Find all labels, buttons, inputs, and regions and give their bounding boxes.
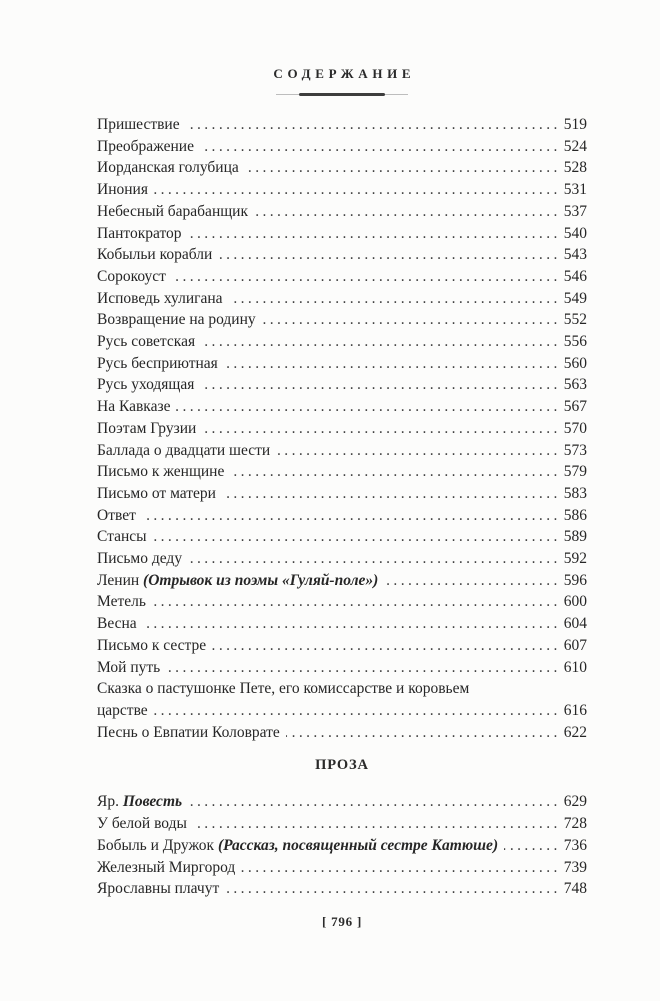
dot-leader — [504, 835, 561, 857]
dot-leader — [229, 288, 561, 310]
toc-entry-page-number: 589 — [563, 528, 587, 546]
toc-entry-title: Мой путь — [97, 658, 161, 676]
toc-entry-page-number: 567 — [563, 398, 587, 416]
toc-entry-title: Железный Миргород — [97, 858, 236, 876]
toc-entry-page-number: 546 — [563, 267, 587, 285]
toc-entry — [97, 813, 587, 835]
toc-entry-page-number: 583 — [563, 484, 587, 502]
toc-entry — [97, 157, 587, 179]
toc-entry-title: Русь бесприютная — [97, 354, 218, 372]
toc-entry-title: Небесный барабанщик — [97, 202, 248, 220]
toc-entry — [97, 179, 587, 201]
dot-leader — [222, 483, 561, 505]
dot-leader — [200, 136, 561, 158]
toc-entry-page-number: 748 — [563, 880, 587, 898]
toc-entry-page-number: 592 — [563, 550, 587, 568]
toc-entry-title: На Кавказе — [97, 398, 171, 416]
dot-leader — [154, 179, 561, 201]
dot-leader — [276, 440, 561, 462]
toc-entry-page-number: 616 — [563, 701, 587, 719]
toc-entry — [97, 136, 587, 158]
toc-entry-page-number: 570 — [563, 419, 587, 437]
toc-entry-page-number: 519 — [563, 116, 587, 133]
toc-entry-title: Возвращение на родину — [97, 311, 256, 329]
toc-entry — [97, 114, 587, 136]
toc-entry-title: Метель — [97, 593, 146, 611]
toc-entry-subtitle: (Рассказ, посвященный сестре Катюше) — [214, 836, 499, 854]
toc-entry — [97, 791, 587, 813]
toc-entry-subtitle: Повесть — [118, 793, 183, 811]
toc-entry-page-number: 563 — [563, 376, 587, 394]
toc-entry — [97, 440, 587, 462]
toc-entry-title: Бобыль и Дружок (Рассказ, посвященный сестре Катюше) — [97, 836, 499, 854]
toc-entry-title: Русь уходящая — [97, 376, 195, 394]
toc-entry — [97, 570, 587, 592]
toc-entry-page-number: 586 — [563, 506, 587, 524]
toc-entry — [97, 657, 587, 679]
toc-entry-title: Ответ — [97, 506, 136, 524]
toc-entry-title: Кобыльи корабли — [97, 246, 213, 264]
table-of-contents — [97, 114, 587, 900]
dot-leader — [286, 722, 561, 744]
toc-entry-title: Исповедь хулигана — [97, 289, 223, 307]
toc-entry-page-number: 560 — [563, 354, 587, 372]
toc-entry-title: Русь советская — [97, 333, 196, 351]
toc-entry — [97, 266, 587, 288]
toc-entry — [97, 483, 587, 505]
toc-entry — [97, 461, 587, 483]
toc-entry-title: царстве — [97, 701, 148, 719]
toc-entry — [97, 309, 587, 331]
header-divider-bar — [299, 93, 385, 96]
toc-entry — [97, 374, 587, 396]
toc-entry-page-number: 607 — [563, 636, 587, 654]
toc-entry-title: Сорокоуст — [97, 267, 166, 285]
toc-entry — [97, 353, 587, 375]
toc-entry-title: Письмо к сестре — [97, 636, 207, 654]
header-divider-ornament — [276, 92, 408, 97]
toc-entry-title: Песнь о Евпатии Коловрате — [97, 723, 280, 741]
dot-leader — [245, 157, 561, 179]
toc-entry-title: Преображение — [97, 137, 194, 155]
toc-entry — [97, 526, 587, 548]
dot-leader — [225, 878, 561, 900]
toc-entry-page-number: 549 — [563, 289, 587, 307]
dot-leader — [188, 548, 561, 570]
dot-leader — [230, 461, 560, 483]
toc-entry-title-wrapped: Сказка о пастушонке Пете, его комиссарстве и коровьем — [97, 680, 470, 698]
section-heading-prose: ПРОЗА — [315, 757, 369, 774]
toc-entry-subtitle: (Отрывок из поэмы «Гуляй-поле») — [139, 571, 379, 589]
toc-entry-page-number: 622 — [563, 723, 587, 741]
toc-entry — [97, 223, 587, 245]
dot-leader — [200, 374, 560, 396]
toc-entry-page-number: 736 — [563, 836, 587, 854]
dot-leader — [176, 396, 560, 418]
dot-leader — [201, 331, 561, 353]
toc-entry — [97, 613, 587, 635]
dot-leader — [154, 700, 561, 722]
toc-entry-title: Письмо от матери — [97, 484, 216, 502]
dot-leader — [254, 201, 561, 223]
toc-entry-page-number: 739 — [563, 858, 587, 876]
toc-entry-page-number: 524 — [563, 137, 587, 155]
toc-entry-title: Письмо деду — [97, 550, 183, 568]
dot-leader — [224, 353, 561, 375]
dot-leader — [172, 266, 561, 288]
toc-entry-page-number: 604 — [563, 615, 587, 633]
toc-entry — [97, 505, 587, 527]
dot-leader — [188, 223, 561, 245]
toc-entry-page-number: 528 — [563, 159, 587, 177]
dot-leader — [193, 813, 561, 835]
dot-leader — [384, 570, 560, 592]
dot-leader — [142, 505, 561, 527]
toc-entry-page-number: 579 — [563, 463, 587, 481]
toc-entry-title: Поэтам Грузии — [97, 419, 197, 437]
toc-entry — [97, 548, 587, 570]
toc-entry-title: Весна — [97, 615, 137, 633]
dot-leader — [153, 526, 561, 548]
toc-entry — [97, 700, 587, 722]
toc-entry — [97, 201, 587, 223]
toc-entry-page-number: 540 — [563, 224, 587, 242]
toc-entry — [97, 722, 587, 744]
toc-entry — [97, 418, 587, 440]
toc-entry — [97, 835, 587, 857]
dot-leader — [202, 418, 560, 440]
toc-entry-title: Яр. Повесть — [97, 793, 183, 811]
toc-entry-page-number: 728 — [563, 815, 587, 833]
toc-entry-page-number: 596 — [563, 571, 587, 589]
toc-section-poems — [97, 114, 587, 743]
page-header — [97, 66, 587, 97]
toc-entry-title: Пантократор — [97, 224, 182, 242]
toc-entry-title: Иорданская голубица — [97, 159, 239, 177]
toc-entry-page-number: 556 — [563, 333, 587, 351]
toc-entry-page-number: 573 — [563, 441, 587, 459]
toc-entry-title: Стансы — [97, 528, 147, 546]
dot-leader — [218, 244, 561, 266]
toc-entry-page-number: 610 — [563, 658, 587, 676]
toc-entry-title: Ленин (Отрывок из поэмы «Гуляй-поле») — [97, 571, 379, 589]
toc-entry-page-number: 543 — [563, 246, 587, 264]
toc-entry-title: Письмо к женщине — [97, 463, 225, 481]
toc-entry — [97, 591, 587, 613]
toc-entry-page-number: 552 — [563, 311, 587, 329]
toc-entry — [97, 857, 587, 879]
toc-entry-page-number: 537 — [563, 202, 587, 220]
toc-entry-title: Ярославны плачут — [97, 880, 220, 898]
toc-section-prose — [97, 791, 587, 900]
dot-leader — [143, 613, 561, 635]
toc-entry — [97, 635, 587, 657]
toc-entry — [97, 331, 587, 353]
toc-entry-page-number: 600 — [563, 593, 587, 611]
toc-entry — [97, 244, 587, 266]
dot-leader — [186, 114, 561, 136]
toc-entry-title: Баллада о двадцати шести — [97, 441, 271, 459]
dot-leader — [188, 791, 561, 813]
dot-leader — [212, 635, 561, 657]
dot-leader — [241, 857, 560, 879]
toc-entry-title: Пришествие — [97, 116, 180, 133]
toc-entry — [97, 396, 587, 418]
page-title: СОДЕРЖАНИЕ — [273, 66, 416, 81]
toc-entry-title: У белой воды — [97, 815, 187, 833]
toc-entry-page-number: 531 — [563, 181, 587, 199]
toc-entry-title: Инония — [97, 181, 148, 199]
toc-entry-page-number: 629 — [563, 793, 587, 811]
dot-leader — [262, 309, 561, 331]
page-footer — [97, 914, 587, 930]
toc-entry — [97, 878, 587, 900]
folio-page-number: [ 796 ] — [321, 913, 363, 929]
dot-leader — [166, 657, 561, 679]
dot-leader — [152, 591, 561, 613]
toc-entry — [97, 288, 587, 310]
